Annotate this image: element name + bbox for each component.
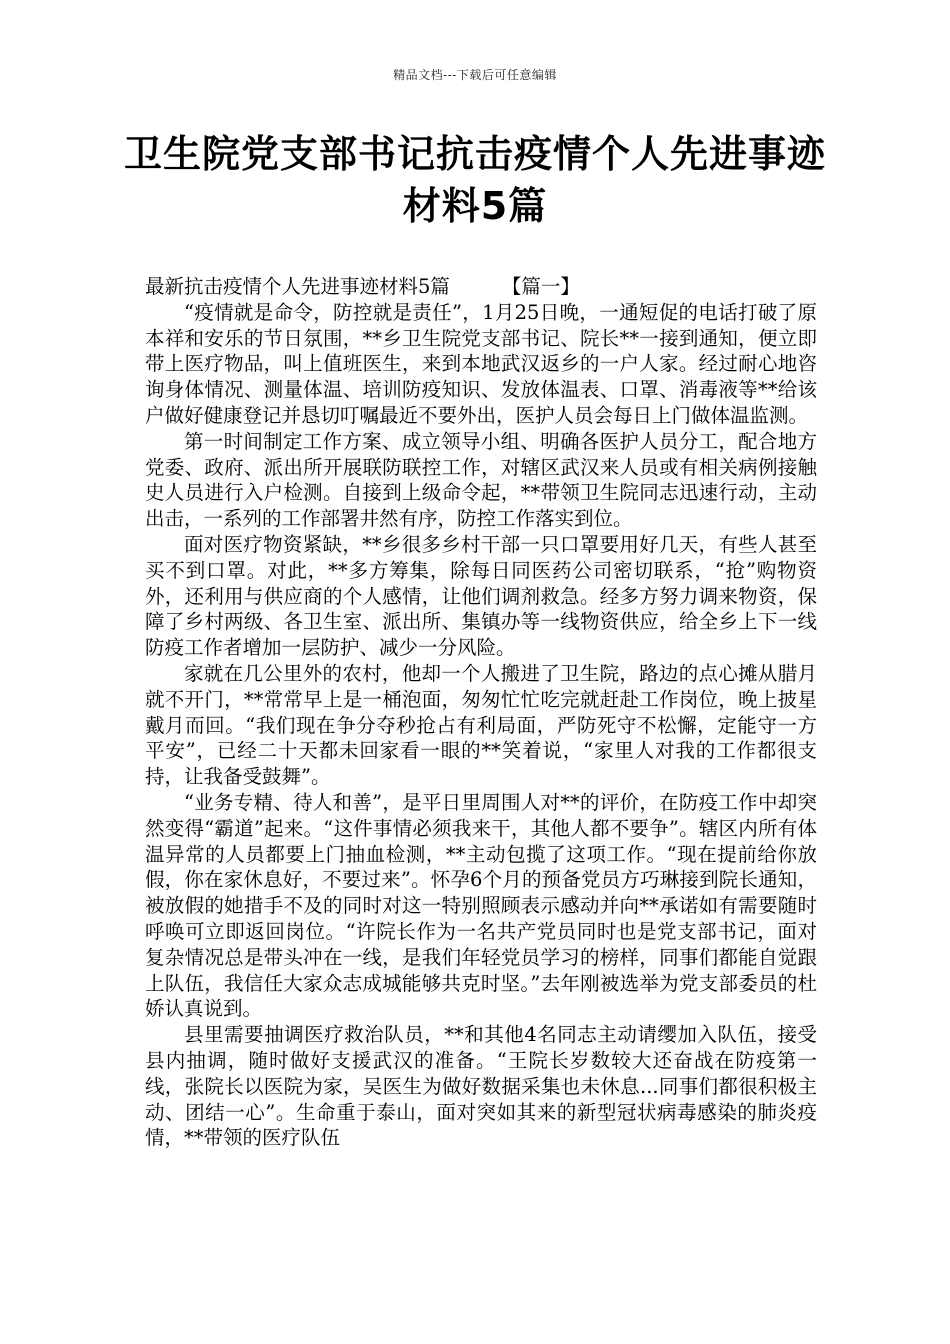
paragraph: 面对医疗物资紧缺，**乡很多乡村干部一只口罩要用好几天，有些人甚至买不到口罩。对此，**多方筹集，除每日同医药公司密切联系，“抢”购物资外，还利用与供应商的个人感情，让他们调剂救急。经多方努力调来物资，保障了乡村两级、各卫生室、派出所、集镇办等一线物资供应，给全乡上下一线防疫工作者增加一层防护、减少一分风险。 xyxy=(145,532,817,660)
paragraph: “业务专精、待人和善”，是平日里周围人对**的评价，在防疫工作中却突然变得“霸道”起来。“这件事情必须我来干，其他人都不要争”。辖区内所有体温异常的人员都要上门抽血检测，**主动包揽了这项工作。“现在提前给你放假，你在家休息好，不要过来”。怀孕6个月的预备党员方巧琳接到院长通知，被放假的她措手不及的同时对这一特别照顾表示感动并向**承诺如有需要随时呼唤可立即返回岗位。“许院长作为一名共产党员同时也是党支部书记，面对复杂情况总是带头冲在一线，是我们年轻党员学习的榜样，同事们都能自觉跟上队伍，我信任大家众志成城能够共克时坚。”去年刚被选举为党支部委员的杜娇认真说到。 xyxy=(145,790,817,1021)
document-title: 卫生院党支部书记抗击疫情个人先进事迹材料5篇 xyxy=(123,132,826,228)
lead-text: 最新抗击疫情个人先进事迹材料5篇 xyxy=(145,275,450,298)
lead-line xyxy=(145,274,817,300)
header-note: 精品文档---下载后可任意编辑 xyxy=(393,68,557,82)
section-tag: 【篇一】 xyxy=(501,275,580,298)
paragraph: 县里需要抽调医疗救治队员，**和其他4名同志主动请缨加入队伍，接受县内抽调，随时做好支援武汉的准备。“王院长岁数较大还奋战在防疫第一线，张院长以医院为家，吴医生为做好数据采集也未休息...同事们都很积极主动、团结一心”。生命重于泰山，面对突如其来的新型冠状病毒感染的肺炎疫情，**带领的医疗队伍 xyxy=(145,1023,817,1150)
paragraph: 家就在几公里外的农村，他却一个人搬进了卫生院，路边的点心摊从腊月就不开门，**常常早上是一桶泡面，匆匆忙忙吃完就赶赴工作岗位，晚上披星戴月而回。“我们现在争分夺秒抢占有利局面，严防死守不松懈，定能守一方平安”，已经二十天都未回家看一眼的**笑着说，“家里人对我的工作都很支持，让我备受鼓舞”。 xyxy=(145,661,817,789)
paragraph: 第一时间制定工作方案、成立领导小组、明确各医护人员分工，配合地方党委、政府、派出所开展联防联控工作，对辖区武汉来人员或有相关病例接触史人员进行入户检测。自接到上级命令起，**带领卫生院同志迅速行动，主动出击，一系列的工作部署井然有序，防控工作落实到位。 xyxy=(145,429,817,531)
document-body xyxy=(145,274,817,1151)
paragraph: “疫情就是命令，防控就是责任”，1月25日晚，一通短促的电话打破了原本祥和安乐的节日氛围，**乡卫生院党支部书记、院长**一接到通知，便立即带上医疗物品，叫上值班医生，来到本地武汉返乡的一户人家。经过耐心地咨询身体情况、测量体温、培训防疫知识、发放体温表、口罩、消毒液等**给该户做好健康登记并恳切叮嘱最近不要外出，医护人员会每日上门做体温监测。 xyxy=(145,300,817,427)
